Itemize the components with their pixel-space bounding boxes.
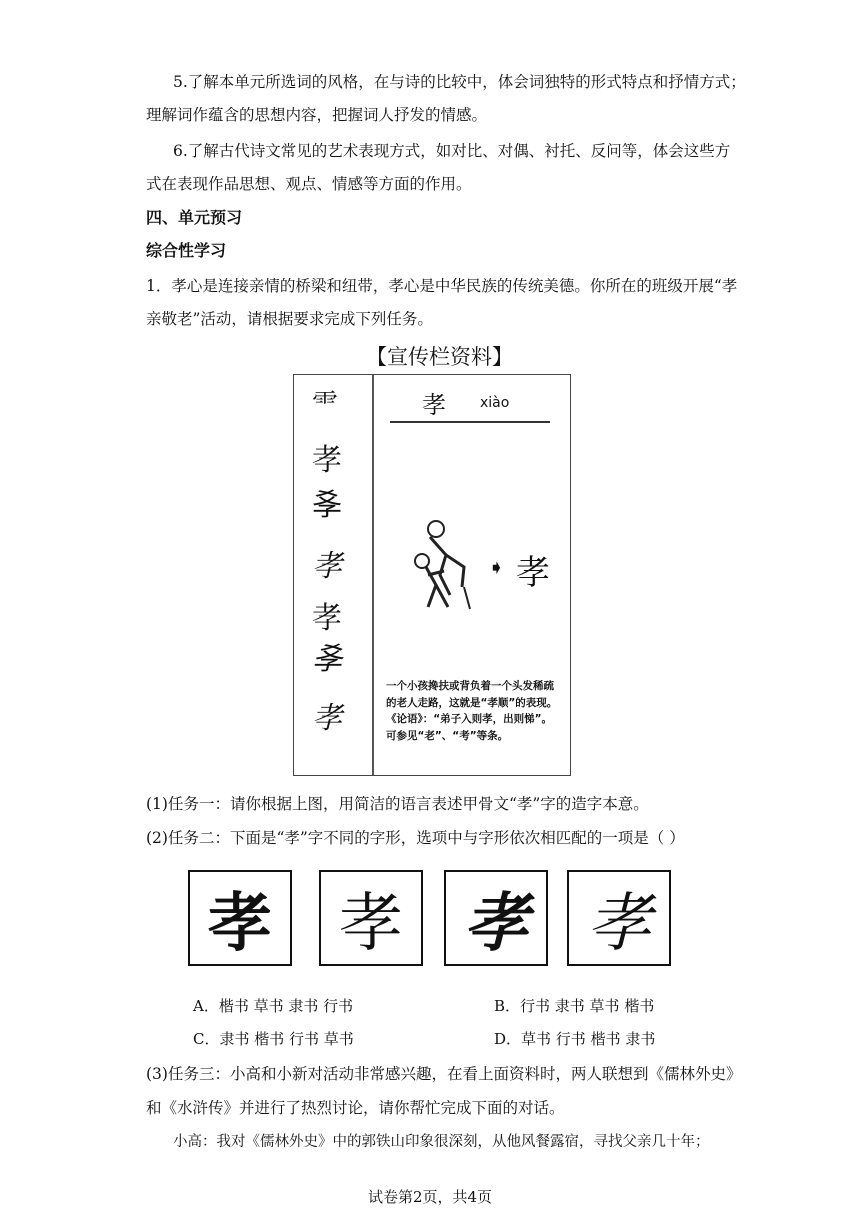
- option-d[interactable]: D．草书 行书 楷书 隶书: [494, 1030, 656, 1048]
- option-b[interactable]: B．行书 隶书 草书 楷书: [494, 997, 655, 1015]
- glyph-clerical: 孝: [312, 549, 342, 584]
- task-3-line1: (3)任务三：小高和小新对活动非常感兴趣，在看上面资料时，两人联想到《儒林外史》: [146, 1065, 742, 1083]
- question-1-line2: 亲敬老”活动，请根据要求完成下列任务。: [146, 310, 433, 328]
- option-a[interactable]: A．楷书 草书 隶书 行书: [193, 997, 354, 1015]
- glyph-seal: 𡥈: [312, 488, 342, 523]
- figure-caption: 一个小孩搀扶或背负着一个头发稀疏的老人走路，这就是“孝顺”的表现。《论语》：“弟子入则孝，出则悌”。可参见“老”、“考”等条。: [386, 680, 558, 742]
- task-2: (2)任务二：下面是“孝”字不同的字形，选项中与字形依次相匹配的一项是（ ）: [146, 829, 685, 847]
- glyph-cursive: 孝: [312, 701, 342, 736]
- glyph-running: 𡥈: [312, 642, 342, 677]
- objective-6-line1: 6.了解古代诗文常见的艺术表现方式，如对比、对偶、衬托、反问等，体会这些方: [173, 142, 731, 160]
- glyph-box-4: [567, 870, 671, 966]
- glyph-box-4-char: 孝: [587, 887, 651, 961]
- publicity-board-figure: [293, 374, 571, 776]
- task-1: (1)任务一：请你根据上图，用简洁的语言表述甲骨文“孝”字的造字本意。: [146, 795, 649, 813]
- task-3-line2: 和《水浒传》并进行了热烈讨论，请你帮忙完成下面的对话。: [146, 1099, 565, 1117]
- glyph-box-2-char: 孝: [339, 887, 403, 961]
- subsection-heading: 综合性学习: [146, 241, 227, 260]
- objective-5-line1: 5.了解本单元所选词的风格，在与诗的比较中，体会词独特的形式特点和抒情方式；: [173, 73, 746, 91]
- headword-underline: [390, 421, 550, 423]
- child-carrying-elder-illustration: [406, 515, 486, 615]
- objective-6-line2: 式在表现作品思想、观点、情感等方面的作用。: [146, 175, 472, 193]
- glyph-box-3: [444, 870, 548, 966]
- question-1-line1: 1．孝心是连接亲情的桥梁和纽带，孝心是中华民族的传统美德。你所在的班级开展“孝: [146, 277, 738, 295]
- glyph-regular: 孝: [312, 601, 342, 636]
- arrow-icon: ➧: [488, 555, 505, 579]
- glyph-box-3-char: 孝: [464, 886, 528, 961]
- glyph-box-2: [319, 870, 423, 966]
- page-footer: 试卷第2页，共4页: [367, 1188, 493, 1206]
- oracle-glyph-small: 孝: [516, 553, 550, 593]
- headword-pinyin: xiào: [480, 395, 510, 411]
- glyph-bronze: 孝: [312, 443, 342, 478]
- glyph-box-1: [188, 870, 292, 966]
- glyph-oracle: ⻗: [312, 389, 339, 419]
- dialog-line: 小高：我对《儒林外史》中的郭铁山印象很深刻，从他风餐露宿，寻找父亲几十年；: [173, 1134, 710, 1150]
- section-heading: 四、单元预习: [146, 208, 243, 227]
- option-c[interactable]: C．隶书 楷书 行书 草书: [193, 1030, 354, 1048]
- headword-character: 孝: [422, 391, 446, 419]
- glyph-box-1-char: 孝: [208, 887, 272, 961]
- figure-divider: [372, 375, 374, 775]
- objective-5-line2: 理解词作蕴含的思想内容，把握词人抒发的情感。: [146, 106, 488, 124]
- figure-title: 【宣传栏资料】: [366, 345, 513, 369]
